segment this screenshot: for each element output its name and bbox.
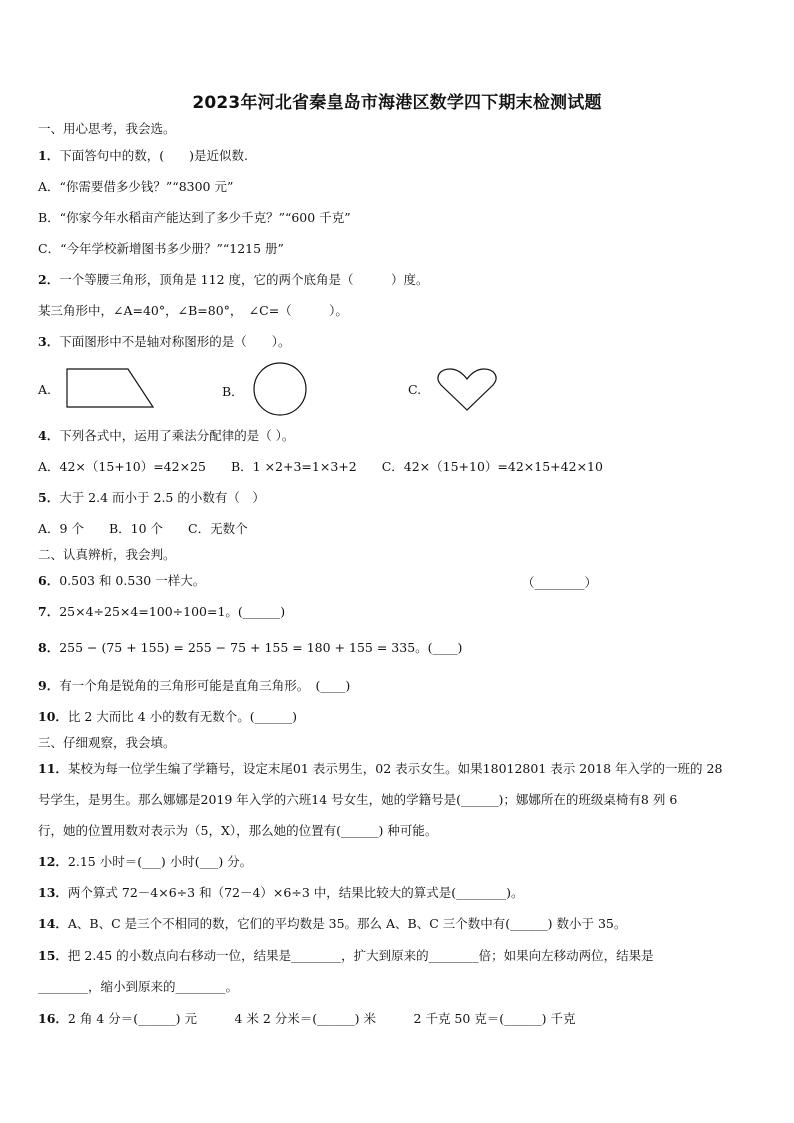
question-2 — [38, 272, 429, 288]
q5-options: A．9 个 B．10 个 C．无数个 — [38, 521, 248, 536]
q1-option-b: B．“你家今年水稻亩产能达到了多少千克？”“600 千克” — [38, 210, 351, 225]
q2-sub: 某三角形中，∠A=40°，∠B=80°， ∠C=（ ）。 — [38, 303, 348, 318]
question-number: 13． — [38, 885, 68, 900]
question-stem: 0.503 和 0.530 一样大。 — [59, 573, 206, 588]
q3-label-b: B． — [222, 384, 244, 399]
circle-shape — [252, 361, 308, 417]
question-stem: 2.15 小时＝(___) 小时(___) 分。 — [67, 854, 253, 869]
page-title: 2023年河北省秦皇岛市海港区数学四下期末检测试题 — [192, 93, 602, 113]
question-number: 7． — [38, 604, 60, 619]
question-4 — [38, 428, 294, 444]
question-number: 8． — [38, 640, 60, 655]
heart-shape — [436, 367, 498, 413]
question-stem: 一个等腰三角形，顶角是 112 度，它的两个底角是（ ）度。 — [59, 272, 429, 287]
question-stem: 有一个角是锐角的三角形可能是直角三角形。 (____) — [59, 678, 351, 693]
question-5 — [38, 490, 265, 506]
question-number: 4． — [38, 428, 60, 443]
question-stem: 2 角 4 分＝(______) 元 4 米 2 分米＝(______) 米 2 千克 50 克＝(______) 千克 — [67, 1011, 576, 1026]
question-number: 14． — [38, 916, 68, 931]
question-number: 1． — [38, 148, 60, 163]
q1-option-c: C．“今年学校新增图书多少册？”“1215 册” — [38, 241, 284, 256]
q6-answer-blank[interactable]: （________） — [522, 575, 598, 590]
question-number: 5． — [38, 490, 60, 505]
q8-answer-blank[interactable]: 。(____) — [415, 640, 463, 655]
question-number: 16． — [38, 1011, 68, 1026]
question-number: 11． — [38, 761, 68, 776]
question-stem: 把 2.45 的小数点向右移动一位，结果是________，扩大到原来的________倍；如果向左移动两位，结果是 — [67, 948, 654, 963]
question-1 — [38, 148, 248, 164]
section-1-heading: 一、用心思考，我会选。 — [38, 121, 176, 136]
question-14 — [38, 916, 626, 932]
question-number: 10． — [38, 709, 68, 724]
question-number: 12． — [38, 854, 68, 869]
q3-label-a: A. — [38, 382, 52, 397]
question-11-line-2: 号学生，是男生。那么娜娜是2019 年入学的六班14 号女生，她的学籍号是(______)；娜娜所在的班级桌椅有8 列 6 — [38, 792, 678, 807]
question-12 — [38, 854, 252, 870]
question-16 — [38, 1011, 576, 1027]
trapezoid-shape — [64, 366, 156, 410]
question-stem: 下面答句中的数，( )是近似数. — [59, 148, 248, 163]
question-6 — [38, 573, 205, 589]
question-number: 2． — [38, 272, 60, 287]
question-stem: 25×4÷25×4=100÷100=1。(______) — [59, 604, 286, 619]
question-8 — [38, 640, 462, 656]
question-3 — [38, 334, 290, 350]
question-stem: 下列各式中，运用了乘法分配律的是（ ）。 — [59, 428, 295, 443]
question-15-line-1 — [38, 948, 654, 964]
question-11-line-3: 行，她的位置用数对表示为（5，X），那么她的位置有(______) 种可能。 — [38, 823, 438, 838]
question-number: 9． — [38, 678, 60, 693]
question-13 — [38, 885, 524, 901]
question-stem: 某校为每一位学生编了学籍号，设定末尾01 表示男生，02 表示女生。如果18012801 表示 2018 年入学的一班的 28 — [67, 761, 723, 776]
section-2-heading: 二、认真辨析，我会判。 — [38, 547, 176, 562]
question-stem: 下面图形中不是轴对称图形的是（ ）。 — [59, 334, 291, 349]
section-3-heading: 三、仔细观察，我会填。 — [38, 735, 176, 750]
question-11-line-1 — [38, 761, 722, 777]
question-number: 15． — [38, 948, 68, 963]
question-7 — [38, 604, 285, 620]
q8-equation: 255 − (75 + 155) = 255 − 75 + 155 = 180 + 155 = 335 — [59, 640, 416, 655]
question-number: 6． — [38, 573, 60, 588]
question-stem: 大于 2.4 而小于 2.5 的小数有（ ） — [59, 490, 265, 505]
question-9 — [38, 678, 350, 694]
question-stem: A、B、C 是三个不相同的数，它们的平均数是 35。那么 A、B、C 三个数中有(______) 数小于 35。 — [67, 916, 627, 931]
q1-option-a: A．“你需要借多少钱？”“8300 元” — [38, 179, 234, 194]
question-number: 3． — [38, 334, 60, 349]
question-stem: 比 2 大而比 4 小的数有无数个。(______) — [67, 709, 297, 724]
question-stem: 两个算式 72－4×6÷3 和（72－4）×6÷3 中，结果比较大的算式是(________)。 — [67, 885, 524, 900]
q3-label-c: C. — [408, 382, 422, 397]
question-10 — [38, 709, 297, 725]
q4-options: A．42×（15+10）=42×25 B．1 ×2+3=1×3+2 C．42×（15+10）=42×15+42×10 — [38, 459, 603, 474]
question-15-line-2: ________，缩小到原来的________。 — [38, 979, 239, 994]
